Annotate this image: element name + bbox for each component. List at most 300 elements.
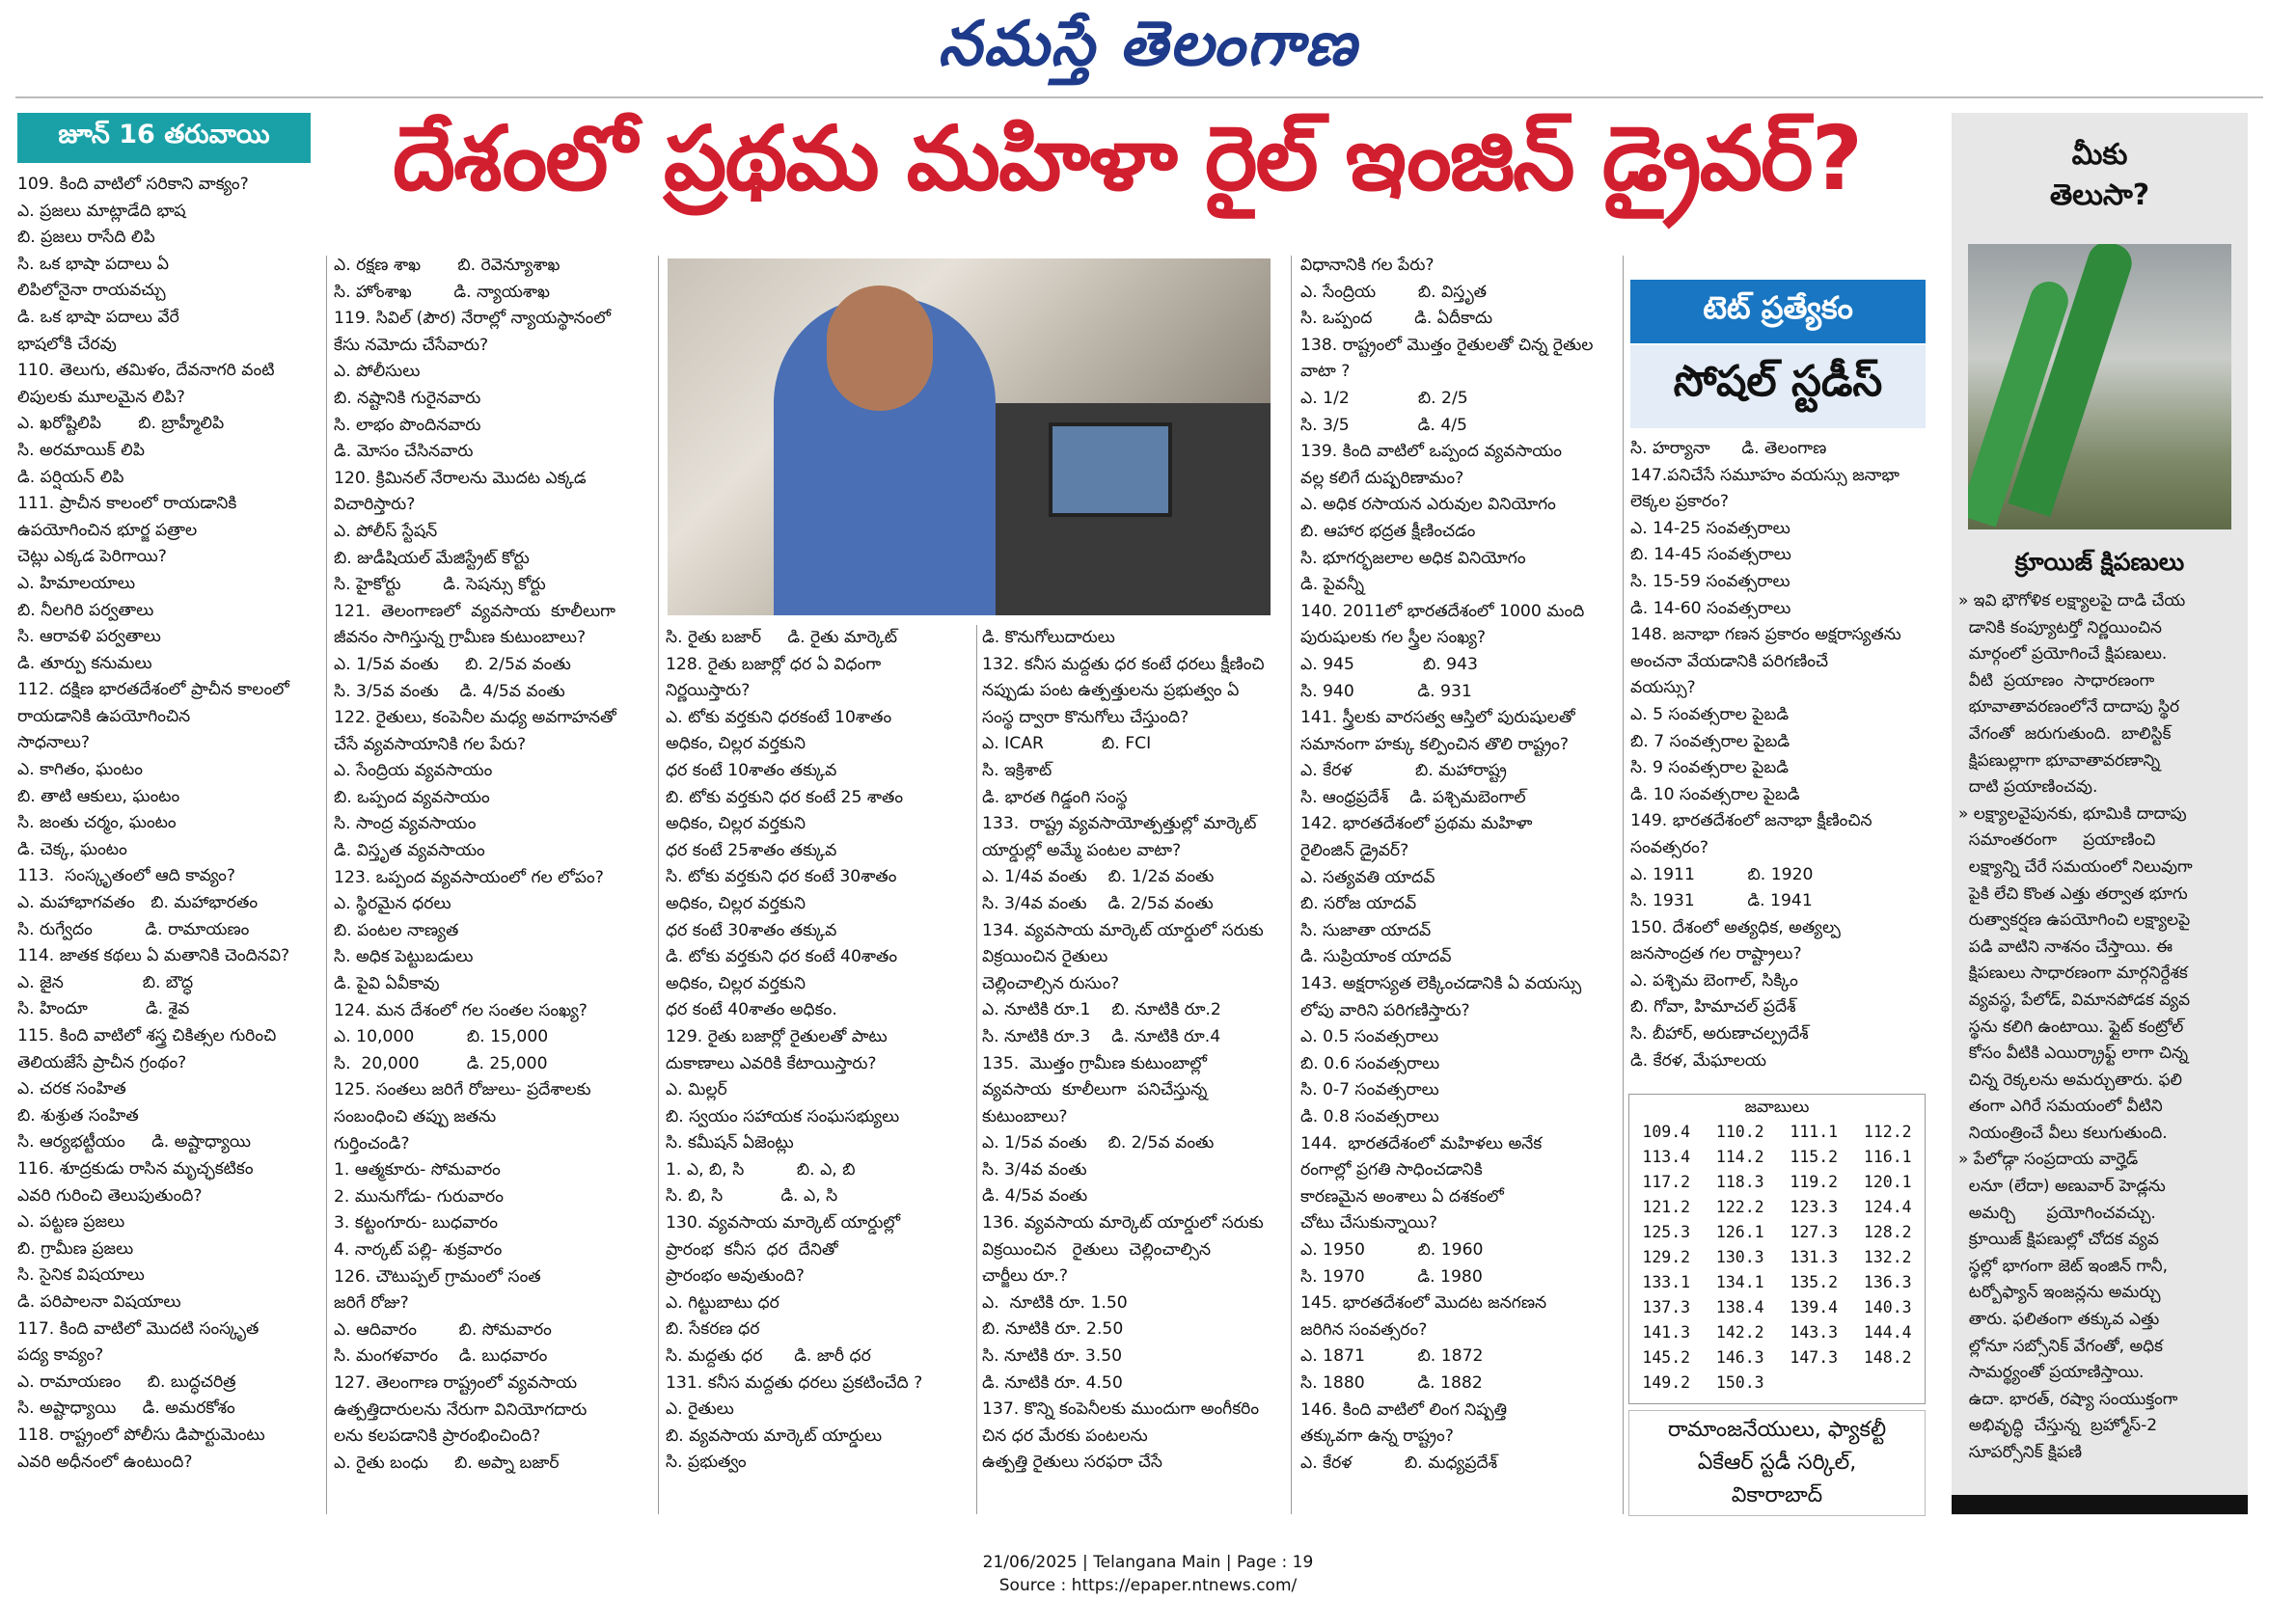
text-line: డి. కేరళ, మేఘాలయ [1630, 1050, 1766, 1071]
answer-item: 149.2 [1642, 1373, 1691, 1392]
text-line: 142. భారతదేశంలో ప్రథమ మహిళా [1300, 814, 1533, 834]
text-line: దుకాణాలు ఎవరికి కేటాయిస్తారు? [666, 1053, 877, 1073]
text-line: 4. నార్కట్ పల్లి- శుక్రవారం [334, 1239, 503, 1260]
text-line: లనూ (లేదా) అణువార్ హెడ్లను [1958, 1177, 2166, 1197]
text-line: 119. సివిల్ (పౌర) నేరాల్లో న్యాయస్థానంలో [334, 309, 612, 329]
text-line: సమానంగా హక్కు కల్పించిన తొలి రాష్ట్రం? [1300, 734, 1570, 754]
text-line: ఎ. 14-25 సంవత్సరాలు [1630, 518, 1790, 538]
text-line: సి. 1880 డి. 1882 [1300, 1372, 1483, 1393]
answer-item: 137.3 [1642, 1298, 1691, 1316]
text-line: ఎ. 1/2 బి. 2/5 [1300, 388, 1468, 408]
text-line: సి. మద్దతు ధర డి. జారీ ధర [666, 1346, 871, 1367]
text-line: సి. మంగళవారం డి. బుధవారం [334, 1346, 548, 1367]
sidebar-bottom-bar [1952, 1495, 2248, 1514]
text-line: ఎ. కేరళ బి. మహారాష్ట్ర [1300, 761, 1507, 781]
text-line: 148. జనాభా గణన ప్రకారం అక్షరాస్యతను [1630, 625, 1901, 645]
text-line: పైకి లేచి కొంత ఎత్తు తర్వాత భూగు [1958, 883, 2188, 904]
text-line: ఎ. చరక సంహిత [17, 1079, 126, 1099]
column-divider [658, 256, 659, 1514]
text-line: వల్ల కలిగే దుష్పరిణామం? [1300, 468, 1464, 488]
text-line: ఎ. 945 బి. 943 [1300, 654, 1478, 674]
question-column-1 [17, 172, 324, 1476]
answer-item: 118.3 [1715, 1173, 1764, 1191]
answer-item: 148.2 [1863, 1348, 1912, 1367]
text-line: సి. బి, సి డి. ఎ, సి [666, 1186, 838, 1207]
text-line: బి. 0.6 సంవత్సరాలు [1300, 1053, 1440, 1073]
text-line: 111. ప్రాచీన కాలంలో రాయడానికి [17, 494, 237, 514]
text-line: దాటి ప్రయాణించవు. [1958, 777, 2098, 798]
text-line: ఎ. పోలీస్ స్టేషన్ [334, 521, 438, 541]
train-driver-photo [668, 258, 1271, 615]
text-line: 137. కొన్ని కంపెనీలకు ముందుగా అంగీకరిం [982, 1399, 1260, 1420]
text-line: పడి వాటిని నాశనం చేస్తాయి. ఈ [1958, 936, 2173, 957]
text-line: సామర్థ్యంతో ప్రయాణిస్తాయి. [1958, 1363, 2145, 1383]
text-line: డి. పర్షియన్ లిపి [17, 467, 124, 487]
text-line: 149. భారతదేశంలో జనాభా క్షీణించిన [1630, 811, 1872, 831]
text-line: సాధనాలు? [17, 733, 90, 753]
text-line: 121. తెలంగాణలో వ్యవసాయ కూలీలుగా [334, 601, 615, 621]
text-line: పురుషులకు గల స్త్రీల సంఖ్య? [1300, 628, 1487, 648]
text-line: డి. సుప్రియాంక యాదవ్ [1300, 947, 1452, 967]
column-divider [326, 256, 327, 1514]
text-line: తక్కువగా ఉన్న రాష్ట్రం? [1300, 1426, 1454, 1447]
text-line: ఎ. 10,000 బి. 15,000 [334, 1027, 549, 1047]
text-line: 130. వ్యవసాయ మార్కెట్ యార్డుల్లో [666, 1213, 901, 1234]
text-line: సి. అరమాయిక్ లిపి [17, 440, 145, 460]
answer-item: 126.1 [1715, 1223, 1764, 1241]
text-line: ఎ. 1871 బి. 1872 [1300, 1346, 1484, 1367]
text-line: నప్పుడు పంట ఉత్పత్తులను ప్రభుత్వం ఏ [982, 681, 1240, 701]
answer-item: 114.2 [1715, 1148, 1764, 1166]
text-line: 138. రాష్ట్రంలో మొత్తం రైతులతో చిన్న రైతుల [1300, 335, 1594, 355]
text-line: డి. చెక్క, ఘంటం [17, 839, 127, 859]
answer-item: 119.2 [1790, 1173, 1839, 1191]
text-line: సి. రుగ్వేదం డి. రామాయణం [17, 919, 250, 939]
text-line: ఎ. ICAR బి. FCI [982, 734, 1152, 754]
text-line: బి. నూటికి రూ. 2.50 [982, 1319, 1124, 1340]
text-line: ఎ. అధిక రసాయన ఎరువుల వినియోగం [1300, 495, 1556, 515]
answer-item: 138.4 [1715, 1298, 1764, 1316]
did-you-know-heading [1952, 122, 2248, 229]
text-line: సి. 3/5 డి. 4/5 [1300, 415, 1467, 435]
text-line: ఎ. గిట్టుబాటు ధర [666, 1292, 779, 1313]
text-line: బి. గ్రామీణ ప్రజలు [17, 1238, 134, 1259]
text-line: సి. 9 సంవత్సరాల పైబడి [1630, 758, 1789, 778]
text-line: జనసాంద్రత గల రాష్ట్రాలు? [1630, 944, 1802, 964]
text-line: అంచనా వేయడానికి పరిగణించే [1630, 651, 1829, 671]
answer-item: 142.2 [1715, 1323, 1764, 1342]
answer-item: 134.1 [1715, 1273, 1764, 1291]
footer-source-line: Source : https://epaper.ntnews.com/ [998, 1576, 1298, 1595]
text-line: బి. జుడీషియల్ మేజిస్ట్రేట్ కోర్టు [334, 548, 530, 568]
text-line: చేసే వ్యవసాయానికి గల పేరు? [334, 734, 527, 754]
text-line: ఎ. మిల్లర్ [666, 1080, 727, 1100]
text-line: 123. ఒప్పంద వ్యవసాయంలో గల లోపం? [334, 867, 604, 887]
text-line: ఎ. సేంద్రియ బి. విస్తృత [1300, 282, 1488, 302]
question-column-2 [334, 253, 652, 1477]
text-line: సి. ఒప్పంద డి. ఏదీకాదు [1300, 309, 1493, 329]
text-line: 127. తెలంగాణ రాష్ట్రంలో వ్యవసాయ [334, 1372, 578, 1393]
answer-item: 125.3 [1642, 1223, 1691, 1241]
text-line: సి. 1970 డి. 1980 [1300, 1266, 1483, 1287]
text-line: సి. ఆరావళి పర్వతాలు [17, 627, 161, 647]
text-line: విచారిస్తారు? [334, 495, 416, 515]
text-line: వీటి ప్రయాణం సాధారణంగా [1958, 670, 2155, 691]
masthead-title: నమస్తే తెలంగాణ [938, 8, 1358, 80]
text-line: డి. తూర్పు కనుమలు [17, 653, 152, 673]
text-line: సి. హైకోర్టు డి. సెషన్సు కోర్టు [334, 575, 546, 595]
sidebar-text [1958, 588, 2243, 1467]
text-line: సి. టోకు వర్తకుని ధర కంటే 30శాతం [666, 867, 897, 887]
text-line: ఎ. 1950 బి. 1960 [1300, 1239, 1484, 1260]
text-line: తంగా ఎగిరే సమయంలో వీటిని [1958, 1097, 2163, 1117]
text-line: ఎ. కాగితం, ఘంటం [17, 760, 143, 780]
text-line: డి. టోకు వర్తకుని ధర కంటే 40శాతం [666, 947, 898, 967]
text-line: సి. 3/4వ వంతు [982, 1159, 1087, 1180]
column-divider [976, 625, 977, 1514]
text-line: ఎ. సత్యవతి యాదవ్ [1300, 867, 1435, 887]
text-line: ఎవరి అధీనంలో ఉంటుంది? [17, 1452, 193, 1472]
headline [326, 102, 1927, 237]
text-line: 1. ఎ, బి, సి బి. ఎ, బి [666, 1159, 856, 1180]
text-line: ఎ. టోకు వర్తకుని ధరకంటే 10శాతం [666, 707, 892, 727]
text-line: 109. కింది వాటిలో సరికాని వాక్యం? [17, 175, 249, 194]
text-line: సి. ఆంధ్రప్రదేశ్ డి. పశ్చిమబెంగాల్ [1300, 787, 1526, 807]
answer-item: 140.3 [1863, 1298, 1912, 1316]
text-line: డి. భారత గిడ్డంగి సంస్థ [982, 787, 1128, 807]
text-line: సి. ఆర్యభట్టీయం డి. అష్టాధ్యాయి [17, 1132, 252, 1153]
text-line: 129. రైతు బజార్లో రైతులతో పాటు [666, 1026, 888, 1046]
text-line: క్షిపణులు సాధారణంగా మార్గనిర్దేశక [1958, 963, 2188, 984]
text-line: ఎ. పట్టణ ప్రజలు [17, 1212, 125, 1233]
text-line: ఎ. కేరళ బి. మధ్యప్రదేశ్ [1300, 1452, 1498, 1473]
text-line: గుర్తించండి? [334, 1133, 410, 1153]
answer-item: 150.3 [1715, 1373, 1764, 1392]
text-line: సి. కమీషన్ ఏజెంట్లు [666, 1133, 794, 1153]
text-line: ధర కంటే 30శాతం తక్కువ [666, 920, 837, 940]
text-line: సి. ప్రభుత్వం [666, 1452, 747, 1473]
driver-head [827, 285, 933, 411]
text-line: చార్జీలు రూ.? [982, 1266, 1069, 1287]
text-line: సి. 940 డి. 931 [1300, 681, 1472, 701]
text-line: సి. సాంద్ర వ్యవసాయం [334, 814, 477, 834]
text-line: ఎ. మహాభాగవతం బి. మహాభారతం [17, 893, 259, 913]
text-line: వయస్సు? [1630, 678, 1696, 698]
text-line: బి. వ్యవసాయ మార్కెట్ యార్డులు [666, 1425, 883, 1446]
text-line: సి. 20,000 డి. 25,000 [334, 1053, 548, 1073]
text-line: అధికం, చిల్లర వర్తకుని [666, 973, 806, 993]
text-line: జీవనం సాగిస్తున్న గ్రామీణ కుటుంబాలు? [334, 628, 587, 648]
text-line: రుత్వాకర్షణ ఉపయోగించి లక్ష్యాలపై [1958, 910, 2191, 931]
text-line: 133. రాష్ట్ర వ్యవసాయోత్పత్తుల్లో మార్కెట్ [982, 814, 1257, 834]
text-line: ఎవరి గురించి తెలుపుతుంది? [17, 1185, 203, 1206]
text-line: ఎ. హిమాలయాలు [17, 573, 136, 593]
text-line: డి. ఒక భాషా పదాలు వేరే [17, 307, 179, 327]
text-line: ఎ. 1/5వ వంతు బి. 2/5వ వంతు [982, 1133, 1215, 1153]
credit-line: రామాంజనేయులు, ఫ్యాకల్టీ [1667, 1418, 1887, 1442]
text-line: అధికం, చిల్లర వర్తకుని [666, 893, 806, 913]
text-line: 139. కింది వాటిలో ఒప్పంద వ్యవసాయం [1300, 442, 1563, 462]
text-line: ఎ. రక్షణ శాఖ బి. రెవెన్యూశాఖ [334, 256, 560, 275]
text-line: సి. 0-7 సంవత్సరాలు [1300, 1080, 1439, 1100]
answer-item: 113.4 [1642, 1148, 1691, 1166]
text-line: క్షిపణుల్లాగా భూవాతావరణాన్ని [1958, 750, 2161, 771]
text-line: ఎ. స్థిరమైన ధరలు [334, 894, 451, 914]
text-line: 145. భారతదేశంలో మొదట జనగణన [1300, 1293, 1547, 1314]
text-line: బి. సరోజ యాదవ్ [1300, 894, 1417, 914]
question-column-5 [1300, 253, 1619, 1477]
answer-item: 129.2 [1642, 1248, 1691, 1266]
text-line: 144. భారతదేశంలో మహిళలు అనేక [1300, 1133, 1543, 1153]
text-line: సి. లాభం పొందినవారు [334, 415, 481, 435]
text-line: సి. రైతు బజార్ డి. రైతు మార్కెట్ [666, 628, 898, 647]
question-column-3 [666, 625, 974, 1477]
text-line: 131. కనీస మద్దతు ధరలు ప్రకటించేది ? [666, 1372, 923, 1393]
text-line: బి. ఆహార భద్రత క్షీణించడం [1300, 521, 1476, 541]
text-line: చిన్న రెక్కలను అమర్చుతారు. ఫలి [1958, 1070, 2183, 1090]
text-line: బి. నీలగిరి పర్వతాలు [17, 600, 154, 620]
text-line: వ్యవస్థ, పేలోడ్, విమానపోడక వ్యవ [1958, 990, 2191, 1010]
text-line: అభివృద్ధి చేస్తున్న బ్రహ్మోస్-2 [1958, 1416, 2158, 1436]
text-line: 132. కనీస మద్దతు ధర కంటే ధరలు క్షీణించి [982, 654, 1265, 674]
text-line: విక్రయించిన రైతులు చెల్లించాల్సిన [982, 1239, 1212, 1260]
text-line: టర్బోఫ్యాన్ ఇంజన్లను అమర్చు [1958, 1283, 2161, 1303]
author-credit [1628, 1410, 1926, 1516]
text-line: వాటా ? [1300, 362, 1351, 382]
text-line: సి. భూగర్భజలాల అధిక వినియోగం [1300, 548, 1526, 568]
text-line: సంబంధించి తప్పు జతను [334, 1107, 497, 1126]
text-line: నియంత్రించే వీలు కలుగుతుంది. [1958, 1123, 2168, 1143]
text-line: సి. 1931 డి. 1941 [1630, 891, 1813, 911]
text-line: విక్రయించిన రైతులు [982, 947, 1108, 967]
text-line: అధికం, చిల్లర వర్తకుని [666, 734, 806, 754]
text-line: సి. జంతు చర్మం, ఘంటం [17, 813, 177, 833]
text-line: 143. అక్షరాస్యత లెక్కించడానికి ఏ వయస్సు [1300, 974, 1582, 994]
text-line: 126. చౌటుప్పల్ గ్రామంలో సంత [334, 1266, 541, 1287]
text-line: 141. స్త్రీలకు వారసత్వ ఆస్తిలో పురుషులతో [1300, 708, 1575, 728]
text-line: 3. కట్టంగూరు- బుధవారం [334, 1213, 499, 1234]
tet-special-badge: టెట్ ప్రత్యేకం [1630, 280, 1926, 343]
text-line: » పేలోడ్గా సంప్రదాయ వార్హెడ్ [1958, 1150, 2139, 1170]
answer-item: 144.4 [1863, 1323, 1912, 1342]
answer-item: 131.3 [1790, 1248, 1839, 1266]
text-line: 122. రైతులు, కంపెనీల మధ్య అవగాహనతో [334, 708, 616, 728]
text-line: కారణమైన అంశాలు ఏ దశకంలో [1300, 1186, 1504, 1207]
text-line: డానికి కంప్యూటర్తో నిర్ణయించిన [1958, 617, 2162, 638]
text-line: బి. టోకు వర్తకుని ధర కంటే 25 శాతం [666, 787, 904, 807]
answer-item: 145.2 [1642, 1348, 1691, 1367]
text-line: సి. ఒక భాషా పదాలు ఏ [17, 254, 169, 274]
text-line: సి. 15-59 సంవత్సరాలు [1630, 571, 1790, 591]
answer-item: 147.3 [1790, 1348, 1839, 1367]
text-line: లెక్కల ప్రకారం? [1630, 492, 1730, 512]
answer-key-title: జవాబులు [1744, 1098, 1810, 1117]
answer-item: 132.2 [1863, 1248, 1912, 1266]
answer-item: 130.3 [1715, 1248, 1764, 1266]
text-line: ఎ. పోలీసులు [334, 362, 421, 382]
text-line: సూపర్సోనిక్ క్షిపణి [1958, 1443, 2083, 1462]
answer-item: 117.2 [1642, 1173, 1691, 1191]
text-line: ఎ. 1911 బి. 1920 [1630, 864, 1814, 884]
text-line: 124. మన దేశంలో గల సంతల సంఖ్య? [334, 1000, 588, 1020]
answer-item: 146.3 [1715, 1348, 1764, 1367]
text-line: ఎ. పశ్చిమ బెంగాల్, సిక్కిం [1630, 970, 1798, 990]
text-line: బి. శుశ్రుత సంహిత [17, 1105, 139, 1126]
text-line: డి. పైవి ఏవీకావు [334, 974, 440, 994]
text-line: సి. 3/5వ వంతు డి. 4/5వ వంతు [334, 681, 565, 701]
text-line: ఉత్పత్తిదారులను నేరుగా వినియోగదారు [334, 1399, 588, 1420]
text-line: లిపులకు మూలమైన లిపి? [17, 387, 185, 407]
text-line: ఎ. జైన బి. బౌద్ధ [17, 972, 194, 992]
text-line: డి. పరిపాలనా విషయాలు [17, 1291, 181, 1312]
text-line: లిపిలోనైనా రాయవచ్చు [17, 281, 166, 301]
answer-item: 116.1 [1863, 1148, 1912, 1166]
text-line: చెల్లించాల్సిన రుసుం? [982, 973, 1120, 993]
text-line: ఎ. 0.5 సంవత్సరాలు [1300, 1027, 1439, 1047]
text-line: 150. దేశంలో అత్యధిక, అత్యల్ప [1630, 917, 1841, 937]
text-line: 125. సంతలు జరిగే రోజులు- ప్రదేశాలకు [334, 1080, 591, 1100]
text-line: ఉత్పత్తి రైతులు సరఫరా చేసే [982, 1452, 1162, 1473]
text-line: ఎ. ఖరోష్టిలిపి బి. బ్రాహ్మీలిపి [17, 414, 225, 434]
text-line: అధికం, చిల్లర వర్తకుని [666, 814, 806, 834]
answer-item: 141.3 [1642, 1323, 1691, 1342]
credit-line: ఏకేఆర్ స్టడీ సర్కిల్, [1697, 1451, 1857, 1475]
text-line: కుటుంబాలు? [982, 1106, 1068, 1126]
text-line: 112. దక్షిణ భారతదేశంలో ప్రాచీన కాలంలో [17, 680, 289, 700]
text-line: సి. ఇక్రిశాట్ [982, 760, 1052, 780]
text-line: లను కలపడానికి ప్రారంభించింది? [334, 1426, 541, 1447]
text-line: సి. అధిక పెట్టుబడులు [334, 947, 474, 967]
text-line: కోసం వీటికి ఎయిర్క్రాఫ్ట్ లాగా చిన్న [1958, 1044, 2189, 1064]
text-line: చిన ధర మేరకు పంటలను [982, 1425, 1148, 1446]
answer-item: 111.1 [1790, 1123, 1839, 1141]
text-line: » ఇవి భౌగోళిక లక్ష్యాలపై దాడి చేయ [1958, 591, 2186, 611]
text-line: ధర కంటే 40శాతం అధికం. [666, 1000, 837, 1020]
masthead-divider [15, 96, 2263, 98]
text-line: సి. అష్టాధ్యాయి డి. అమరకోశం [17, 1398, 235, 1419]
text-line: ఎ. రైతులు [666, 1399, 734, 1420]
text-line: ధర కంటే 10శాతం తక్కువ [666, 760, 837, 780]
credit-line: వికారాబాద్ [1731, 1483, 1823, 1507]
text-line: జరిగే రోజు? [334, 1293, 409, 1314]
text-line: పద్య కావ్యం? [17, 1345, 104, 1366]
question-column-6 [1630, 436, 1926, 1074]
text-line: లోపు వారిని పరిగణిస్తారు? [1300, 1000, 1470, 1020]
text-line: 146. కింది వాటిలో లింగ నిష్పత్తి [1300, 1399, 1508, 1420]
text-line: వ్యవసాయ కూలీలుగా పనిచేస్తున్న [982, 1080, 1208, 1100]
answer-item: 143.3 [1790, 1323, 1839, 1342]
text-line: చోటు చేసుకున్నాయి? [1300, 1213, 1438, 1234]
text-line: ఎ. ప్రజలు మాట్లాడేది భాష [17, 201, 186, 221]
heading-line: మీకు [2071, 138, 2128, 172]
text-line: చెట్లు ఎక్కడ పెరిగాయి? [17, 547, 167, 567]
text-line: ఎ. నూటికి రూ.1 బి. నూటికి రూ.2 [982, 1000, 1221, 1020]
text-line: బి. పంటల నాణ్యత [334, 920, 459, 940]
text-line: డి. పైవన్నీ [1300, 575, 1365, 595]
text-line: 117. కింది వాటిలో మొదటి సంస్కృత [17, 1318, 260, 1339]
text-line: 118. రాష్ట్రంలో పోలీసు డిపార్టుమెంటు [17, 1425, 265, 1445]
text-line: ల్లోనూ సబ్సోనిక్ వేగంతో, అధిక [1958, 1336, 2163, 1356]
text-line: స్థను కలిగి ఉంటాయి. ఫ్లైట్ కంట్రోల్ [1958, 1017, 2184, 1037]
text-line: సి. నూటికి రూ.3 డి. నూటికి రూ.4 [982, 1026, 1221, 1046]
text-line: 120. క్రిమినల్ నేరాలను మొదట ఎక్కడ [334, 468, 587, 488]
text-line: రంగాల్లో ప్రగతి సాధించడానికి [1300, 1160, 1483, 1180]
text-line: 140. 2011లో భారతదేశంలో 1000 మంది [1300, 601, 1585, 621]
text-line: 147.పనిచేసే సమూహం వయస్సు జనాభా [1630, 465, 1900, 485]
text-line: బి. సేకరణ ధర [666, 1319, 760, 1340]
masthead [0, 8, 2296, 95]
text-line: సి. నూటికి రూ. 3.50 [982, 1346, 1123, 1367]
text-line: విధానానికి గల పేరు? [1300, 256, 1435, 275]
answer-key-grid [1629, 1120, 1925, 1396]
section-tag: జూన్ 16 తరువాయి [17, 113, 311, 163]
text-line: సి. 3/4వ వంతు డి. 2/5వ వంతు [982, 893, 1214, 913]
text-line: సి. సుజాతా యాదవ్ [1300, 920, 1432, 940]
column-divider [1291, 256, 1292, 1514]
answer-item: 110.2 [1715, 1123, 1764, 1141]
answer-item: 121.2 [1642, 1198, 1691, 1216]
text-line: అమర్చి ప్రయోగించవచ్చు. [1958, 1203, 2156, 1223]
text-line: డి. 4/5వ వంతు [982, 1186, 1088, 1207]
text-line: సమాంతరంగా ప్రయాణించి [1958, 830, 2156, 851]
text-line: 136. వ్యవసాయ మార్కెట్ యార్డులో సరుకు [982, 1213, 1264, 1234]
text-line: ఎ. నూటికి రూ. 1.50 [982, 1292, 1128, 1313]
control-screen [1049, 422, 1172, 517]
text-line: 114. జాతక కథలు ఏ మతానికి చెందినవి? [17, 946, 290, 966]
text-line: సి. హోంశాఖ డి. న్యాయశాఖ [334, 282, 551, 302]
answer-key-box [1628, 1094, 1926, 1404]
text-line: తెలియజేసే ప్రాచీన గ్రంథం? [17, 1052, 187, 1072]
text-line: ఎ. 5 సంవత్సరాల పైబడి [1630, 704, 1790, 724]
text-line: భూవాతావరణంలోనే దాదాపు స్థిర [1958, 697, 2180, 718]
cruise-missile-photo [1968, 244, 2231, 529]
text-line: 1. ఆత్మకూరు- సోమవారం [334, 1160, 501, 1180]
column-divider [1623, 256, 1624, 1514]
answer-item: 127.3 [1790, 1223, 1839, 1241]
text-line: భాషలోకి చేరవు [17, 334, 117, 354]
text-line: సంవత్సరం? [1630, 837, 1709, 857]
text-line: సి. హర్యానా డి. తెలంగాణ [1630, 439, 1827, 458]
social-studies-badge: సోషల్ స్టడీస్ [1630, 345, 1926, 428]
text-line: క్రూయిజ్ క్షిపణుల్లో చోదక వ్యవ [1958, 1230, 2159, 1250]
answer-item: 123.3 [1790, 1198, 1839, 1216]
text-line: బి. తాటి ఆకులు, ఘంటం [17, 786, 180, 806]
sidebar-title: క్రూయిజ్ క్షిపణులు [2014, 548, 2185, 576]
text-line: డి. 10 సంవత్సరాల పైబడి [1630, 784, 1800, 804]
answer-item: 120.1 [1863, 1173, 1912, 1191]
page-footer [0, 1551, 2296, 1597]
text-line: రైలింజిన్ డ్రైవర్? [1300, 841, 1409, 861]
text-line: స్థల్లో భాగంగా జెట్ ఇంజిన్ గానీ, [1958, 1256, 2168, 1276]
answer-item: 115.2 [1790, 1148, 1839, 1166]
headline-text: దేశంలో ప్రథమ మహిళా రైల్ ఇంజిన్ డ్రైవర్? [393, 107, 1861, 210]
answer-item: 112.2 [1863, 1123, 1912, 1141]
text-line: మార్గంలో ప్రయోగించే క్షిపణులు. [1958, 644, 2168, 665]
text-line: ఎ. సేంద్రియ వ్యవసాయం [334, 761, 493, 781]
text-line: తారు. ఫలితంగా తక్కువ ఎత్తు [1958, 1310, 2160, 1330]
text-line: ధర కంటే 25శాతం తక్కువ [666, 840, 837, 860]
text-line: 135. మొత్తం గ్రామీణ కుటుంబాల్లో [982, 1053, 1207, 1073]
text-line: ఉపయోగించిన భూర్జ పత్రాల [17, 520, 198, 540]
text-line: ఎ. రైతు బంధు బి. అప్నా బజార్ [334, 1452, 560, 1473]
text-line: 110. తెలుగు, తమిళం, దేవనాగరి వంటి [17, 361, 275, 381]
text-line: 113. సంస్కృతంలో ఆది కావ్యం? [17, 866, 236, 886]
text-line: సి. బీహార్, అరుణాచల్ప్రదేశ్ [1630, 1024, 1809, 1045]
text-line: సి. హిందూ డి. శైవ [17, 999, 190, 1019]
text-line: ఎ. 1/4వ వంతు బి. 1/2వ వంతు [982, 867, 1215, 887]
answer-item: 124.4 [1863, 1198, 1912, 1216]
text-line: నిర్ణయిస్తారు? [666, 681, 751, 701]
